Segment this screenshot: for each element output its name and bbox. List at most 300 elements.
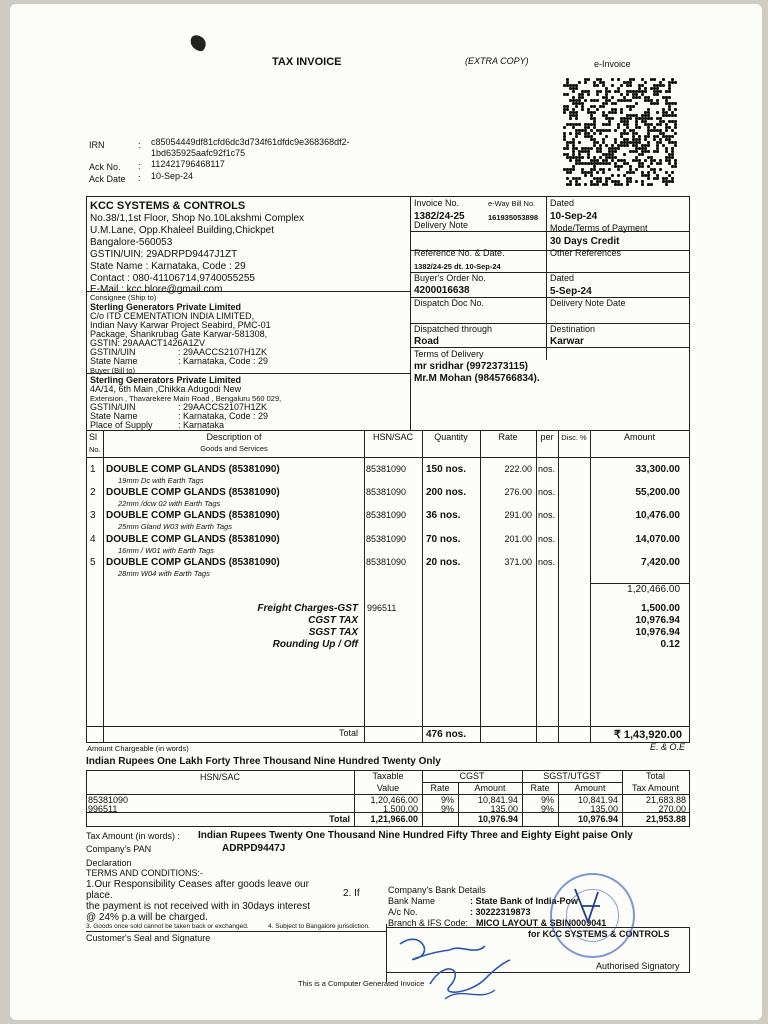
qr-module [599,90,602,93]
col-qty: Quantity [434,432,468,442]
qr-module [674,144,677,147]
qr-module [614,150,617,153]
buyer-gst-label: GSTIN/UIN [90,402,136,412]
qr-module [668,90,671,93]
item-qty: 200 nos. [426,487,467,498]
bank-heading: Company's Bank Details [388,885,486,895]
item-no: 4 [90,534,96,545]
qr-module [620,183,623,186]
invoice-page [10,4,762,1020]
qr-module [569,159,572,162]
item-name: DOUBLE COMP GLANDS (85381090) [106,487,280,498]
term-6: 4. Subject to Bangalore jurisdiction. [268,923,370,930]
copy-label: (EXTRA COPY) [465,56,529,66]
qr-module [596,171,599,174]
bank-name-value: : State Bank of India-Pow [470,896,579,906]
consignee-gst-value: : 29AACCS2107H1ZK [178,347,268,357]
computer-generated-note: This is a Computer Generated Invoice [298,979,425,988]
item-qty: 150 nos. [426,464,467,475]
term-1a: 1.Our Responsibility Ceases after goods leave our [86,879,309,890]
through-value: Road [414,336,439,347]
tax-col-taxable: Taxable [372,771,404,781]
seller-addr2: U.M.Lane, Opp.Khaleel Building,Chickpet [90,225,274,236]
qr-module [578,123,581,126]
order-dated-label: Dated [550,273,575,283]
eway-value: 161935053898 [488,213,539,222]
ifsc-value: MICO LAYOUT & SBIN0009041 [476,918,607,928]
qr-module [650,117,653,120]
qr-module [617,174,620,177]
item-amount: 55,200.00 [635,487,680,498]
ack-date-colon: : [138,173,141,183]
qr-module [617,168,620,171]
ack-date-value: 10-Sep-24 [151,171,194,181]
qr-module [584,99,587,102]
ink-blot [188,34,208,53]
tax-total-amount: 21,953.88 [645,814,686,824]
qr-module [644,159,647,162]
item-sub: 16mm / W01 with Earth Tags [118,546,215,555]
rounding-value: 0.12 [660,639,680,650]
subtotal: 1,20,466.00 [627,584,680,595]
qr-module [647,177,650,180]
qr-module [641,153,644,156]
tax-col-cgst: CGST [459,771,485,781]
qr-module [620,111,623,114]
buyer-gst-value: : 29AACCS2107H1ZK [178,402,268,412]
qr-module [629,99,632,102]
qr-module [614,129,617,132]
qr-module [629,117,632,120]
item-rate: 371.00 [504,557,532,567]
tax-col-sgst: SGST/UTGST [543,771,601,781]
item-hsn: 85381090 [366,487,407,497]
qr-module [674,108,677,111]
item-name: DOUBLE COMP GLANDS (85381090) [106,510,280,521]
qr-module [650,183,653,186]
buyer-pos-value: : Karnataka [178,420,225,430]
qr-module [644,90,647,93]
item-hsn: 85381090 [366,510,407,520]
qr-module [566,93,569,96]
consignee-l1: C/o ITD CEMENTATION INDIA LIMITED, [90,311,255,321]
handwritten-signature [390,924,530,1014]
qr-module [587,93,590,96]
eoe-label: E. & O.E [650,742,686,752]
consignee-l3: Package, Shankrubag Gate Karwar-581308, [90,329,268,339]
buyer-l2: Extension , Thavarekere Main Road , Bengaluru 560 029, [90,394,282,403]
qr-module [575,87,578,90]
delivery-note-label: Delivery Note [414,220,469,230]
tax-words-label: Tax Amount (in words) : [86,831,181,841]
qr-module [563,111,566,114]
consignee-l4: GSTIN: 29AAACT1426A1ZV [90,338,206,348]
seller-gstin: GSTIN/UIN: 29ADRPD9447J1ZT [90,249,238,260]
qr-module [632,78,635,81]
buyer-name: Sterling Generators Private Limited [90,375,242,385]
qr-module [671,171,674,174]
qr-module [674,132,677,135]
seller-addr1: No.38/1,1st Floor, Shop No.10Lakshmi Complex [90,213,304,224]
dated-value: 10-Sep-24 [550,211,598,222]
item-per: nos. [538,464,556,474]
qr-module [578,141,581,144]
item-qty: 36 nos. [426,510,461,521]
qr-module [569,132,572,135]
qr-module [659,162,662,165]
cgst-value: 10,976.94 [635,615,680,626]
qr-module [614,111,617,114]
term-2: 2. If [343,888,360,899]
sgst-value: 10,976.94 [635,627,680,638]
qr-module [608,90,611,93]
qr-module [584,183,587,186]
qr-module [575,105,578,108]
item-hsn: 85381090 [366,534,407,544]
qr-module [614,102,617,105]
qr-module [674,102,677,105]
qr-module [578,132,581,135]
qr-module [650,162,653,165]
qr-module [674,165,677,168]
tax-col-tax-amount: Tax Amount [631,783,680,793]
qr-module [593,111,596,114]
ack-no-value: 112421796468117 [151,159,225,169]
qr-module [569,183,572,186]
item-per: nos. [538,510,556,520]
qr-module [656,93,659,96]
item-name: DOUBLE COMP GLANDS (85381090) [106,534,280,545]
qr-module [626,132,629,135]
buyer-pos-label: Place of Supply [90,420,153,430]
item-rate: 201.00 [504,534,532,544]
consignee-l2: Indian Navy Karwar Project Seabird, PMC-01 [90,320,271,330]
qr-module [572,90,575,93]
qr-module [641,183,644,186]
total-amount: ₹ 1,43,920.00 [613,729,682,741]
tax-col-sgst-amount: Amount [574,783,606,793]
item-no: 2 [90,487,96,498]
tax-col-value: Value [376,783,400,793]
qr-module [674,126,677,129]
order-label: Buyer's Order No. [414,273,486,283]
qr-module [569,117,572,120]
qr-module [611,84,614,87]
through-label: Dispatched through [414,324,493,334]
qr-module [629,84,632,87]
tax-row-sgst-amount: 135.00 [590,804,618,814]
qr-module [587,78,590,81]
authorised-signatory: Authorised Signatory [596,961,680,971]
qr-module [593,132,596,135]
term-1b: place. [86,890,113,901]
sgst-label: SGST TAX [308,627,358,638]
qr-module [611,174,614,177]
qr-module [629,180,632,183]
qr-module [578,183,581,186]
ifsc-label: Branch & IFS Code: [388,918,469,928]
qr-module [635,168,638,171]
term-5: 3. Goods once sold cannot be taken back or exchanged. [86,923,249,930]
qr-module [572,168,575,171]
qr-module [653,78,656,81]
invoice-no-value: 1382/24-25 [414,211,465,222]
item-sub: 25mm Gland W03 with Earth Tags [118,522,232,531]
qr-module [656,102,659,105]
reference-value: 1382/24-25 dt. 10-Sep-24 [414,262,501,271]
consignee-heading: Consignee (Ship to) [90,293,157,302]
tax-words: Indian Rupees Twenty One Thousand Nine Hundred Fifty Three and Eighty Eight paise Only [198,830,633,841]
qr-module [626,183,629,186]
qr-module [620,84,623,87]
for-company: for KCC SYSTEMS & CONTROLS [528,929,670,939]
qr-module [590,147,593,150]
col-per: per [540,432,554,442]
qr-module [674,81,677,84]
qr-module [626,93,629,96]
destination-value: Karwar [550,336,584,347]
qr-module [602,105,605,108]
item-per: nos. [538,534,556,544]
qr-module [566,147,569,150]
qr-module [578,81,581,84]
words-label: Amount Chargeable (in words) [87,744,189,753]
tax-row-total: 21,683.88 [645,795,686,805]
qr-module [581,108,584,111]
item-sub: 19mm Dc with Earth Tags [118,476,204,485]
qr-module [611,96,614,99]
item-no: 5 [90,557,96,568]
item-amount: 7,420.00 [641,557,680,568]
qr-module [605,135,608,138]
ack-no-colon: : [138,161,141,171]
customer-signature-label: Customer's Seal and Signature [86,933,211,943]
eway-label: e-Way Bill No. [488,199,536,208]
seller-contact: Contact : 080-41106714,9740055255 [90,273,255,284]
item-rate: 291.00 [504,510,532,520]
einvoice-label: e-Invoice [594,59,631,69]
item-sub: 28mm W04 with Earth Tags [118,569,210,578]
rounding-label: Rounding Up / Off [272,639,358,650]
qr-module [638,126,641,129]
qr-module [671,135,674,138]
item-amount: 14,070.00 [635,534,680,545]
col-desc2: Goods and Services [200,444,268,453]
qr-module [647,150,650,153]
col-si: Sl [89,432,98,442]
qr-module [644,81,647,84]
tax-row-sgst-amount: 10,841.94 [577,795,618,805]
seller-addr3: Bangalore-560053 [90,237,173,248]
tax-total-cgst: 10,976.94 [477,814,518,824]
qr-module [647,144,650,147]
qr-module [626,144,629,147]
qr-module [659,90,662,93]
tax-row-value: 1,20,466.00 [370,795,418,805]
buyer-state-value: : Karnataka, Code : 29 [178,411,269,421]
qr-module [608,168,611,171]
qr-module [617,78,620,81]
mode-value: 30 Days Credit [550,236,620,247]
qr-module [635,180,638,183]
seller-name: KCC SYSTEMS & CONTROLS [90,200,246,212]
irn-label: IRN [89,140,105,150]
qr-module [659,168,662,171]
qr-module [596,183,599,186]
declaration: Declaration [86,858,132,868]
buyer-l1: 4A/14, 6th Main ,Chikka Adugodi New [90,384,242,394]
terms-label: Terms of Delivery [414,349,484,359]
item-qty: 70 nos. [426,534,461,545]
irn-colon: : [138,140,141,150]
qr-module [629,108,632,111]
invoice-no-label: Invoice No. [414,198,460,208]
reference-label: Reference No. & Date. [414,248,505,258]
qr-module [575,135,578,138]
tax-row-sgst-rate: 9% [540,795,554,805]
amount-words: Indian Rupees One Lakh Forty Three Thousand Nine Hundred Twenty Only [86,756,441,767]
dispatch-doc-label: Dispatch Doc No. [414,298,485,308]
qr-module [620,165,623,168]
qr-module [569,171,572,174]
item-amount: 10,476.00 [635,510,680,521]
col-disc: Disc. % [561,433,587,442]
qr-module [665,183,668,186]
tax-row-cgst-amount: 135.00 [490,804,518,814]
qr-module [617,147,620,150]
consignee-gst-label: GSTIN/UIN [90,347,136,357]
pan-label: Company's PAN [86,844,152,854]
item-hsn: 85381090 [366,464,407,474]
qr-module [656,150,659,153]
qr-module [671,180,674,183]
total-label: Total [338,728,358,738]
qr-module [605,183,608,186]
qr-module [599,132,602,135]
qr-module [575,117,578,120]
tax-col-cgst-amount: Amount [474,783,506,793]
qr-module [668,96,671,99]
terms-heading: TERMS AND CONDITIONS:- [86,868,204,878]
qr-module [611,117,614,120]
tax-row-cgst-rate: 9% [440,795,454,805]
item-hsn: 85381090 [366,557,407,567]
destination-label: Destination [550,324,596,334]
tax-total-value: 1,21,966.00 [370,814,418,824]
qr-module [578,177,581,180]
qr-module [659,123,662,126]
seller-state: State Name : Karnataka, Code : 29 [90,261,246,272]
tax-col-cgst-rate: Rate [430,783,450,793]
freight-hsn: 996511 [367,603,397,613]
tax-row-cgst-rate: 9% [440,804,454,814]
qr-module [674,114,677,117]
tax-row-value: 1,500.00 [382,804,418,814]
tax-col-hsn: HSN/SAC [199,772,240,782]
col-hsn: HSN/SAC [372,432,413,442]
qr-module [596,84,599,87]
dn-date-label: Delivery Note Date [550,298,626,308]
qr-module [584,81,587,84]
qr-module [605,102,608,105]
item-per: nos. [538,487,556,497]
qr-module [563,126,566,129]
irn-value-2: 1bd635925aafc92f1c75 [151,148,246,158]
item-rate: 222.00 [504,464,532,474]
freight-label: Freight Charges-GST [257,603,358,614]
tax-row-hsn: 85381090 [88,795,129,805]
qr-module [617,126,620,129]
tax-row-total: 270.00 [658,804,686,814]
qr-module [596,108,599,111]
tax-row-hsn: 996511 [88,804,118,814]
qr-module [641,165,644,168]
qr-module [656,177,659,180]
qr-module [623,153,626,156]
ack-no-label: Ack No. [89,162,121,172]
item-name: DOUBLE COMP GLANDS (85381090) [106,464,280,475]
pan-value: ADRPD9447J [222,843,286,854]
qr-module [632,105,635,108]
terms-line2: Mr.M Mohan (9845766834). [414,373,540,384]
qr-module [611,78,614,81]
tax-total-sgst: 10,976.94 [577,814,618,824]
buyer-heading: Buyer (Bill to) [90,366,136,375]
other-ref-label: Other References [550,248,622,258]
qr-module [608,123,611,126]
item-sub: 22mm /dcw 02 with Earth Tags [118,499,221,508]
ack-date-label: Ack Date [89,174,126,184]
item-rate: 276.00 [504,487,532,497]
item-no: 3 [90,510,96,521]
order-dated-value: 5-Sep-24 [550,286,592,297]
item-name: DOUBLE COMP GLANDS (85381090) [106,557,280,568]
qr-module [656,111,659,114]
dated-label: Dated [550,198,575,208]
col-no: No. [89,445,101,454]
qr-code [563,78,679,188]
account-label: A/c No. [388,907,418,917]
qr-module [584,174,587,177]
qr-module [602,171,605,174]
tax-col-total: Total [645,771,665,781]
item-no: 1 [90,464,96,475]
qr-module [662,78,665,81]
qr-module [608,162,611,165]
term-4: @ 24% p.a will be charged. [86,912,208,923]
qr-module [638,96,641,99]
seller-email: E-Mail : kcc.blore@gmail.com [90,284,223,295]
tax-col-sgst-rate: Rate [530,783,550,793]
qr-module [662,84,665,87]
irn-value-1: c85054449df81cfd6dc3d734f61dfdc9e368368df2- [151,137,350,147]
tax-row-sgst-rate: 9% [540,804,554,814]
account-value: : 30222319873 [470,907,531,917]
qr-module [665,129,668,132]
tax-total-label: Total [329,814,350,824]
terms-line1: mr sridhar (9972373115) [414,361,528,372]
term-3: the payment is not received with in 30days interest [86,901,311,912]
item-amount: 33,300.00 [635,464,680,475]
bank-name-label: Bank Name [388,896,436,906]
qr-module [647,135,650,138]
col-rate: Rate [498,432,518,442]
item-per: nos. [538,557,556,567]
consignee-state-label: State Name [90,356,138,366]
consignee-state-value: : Karnataka, Code : 29 [178,356,269,366]
col-amount: Amount [623,432,656,442]
qr-module [596,93,599,96]
